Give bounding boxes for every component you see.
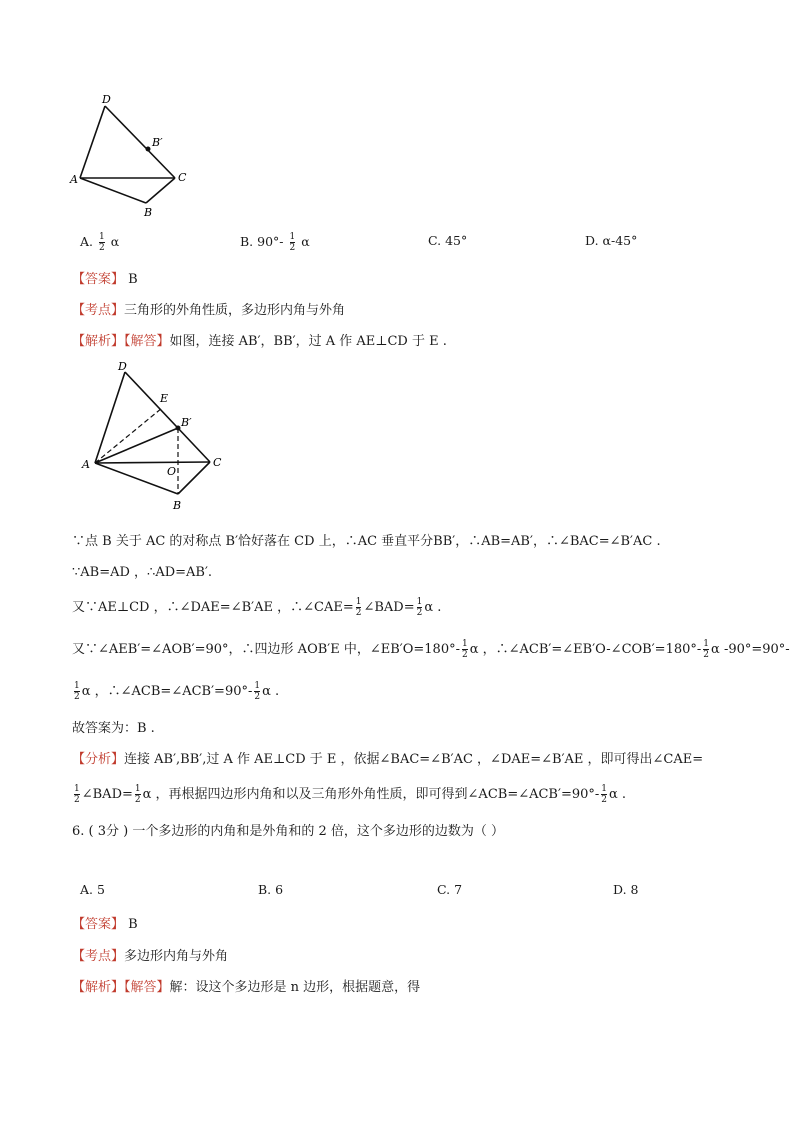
fraction-half	[601, 784, 607, 805]
q5-option-b-prefix: B. 90°-	[240, 234, 288, 249]
segment-ae-dashed	[95, 408, 162, 463]
q6-topic	[72, 945, 228, 964]
line-4-part-c: α -90°=90°-	[711, 642, 790, 657]
label-a: A	[82, 458, 90, 471]
answer-tag: 【答案】	[72, 272, 125, 287]
analysis-tag: 【分析】	[72, 752, 125, 767]
label-e: E	[160, 392, 169, 405]
figure-1-quadrilateral	[60, 88, 210, 223]
q5-option-b[interactable]	[240, 232, 310, 253]
frac-num: 1	[355, 597, 362, 607]
frac-den: 2	[289, 243, 296, 253]
figure-2-construction	[70, 358, 240, 518]
q6-option-c[interactable]: C. 7	[437, 882, 463, 897]
q6-solution	[72, 976, 420, 995]
frac-num: 1	[289, 232, 296, 242]
topic-value: 三角形的外角性质，多边形内角与外角	[124, 303, 346, 318]
q5-topic	[72, 299, 345, 318]
answer-value: B	[124, 272, 138, 287]
analysis-text: 连接 AB′,BB′,过 A 作 AE⊥CD 于 E ，依据∠BAC=∠B′AC ，∠DAE=∠B′AE ，即可得出∠CAE=	[124, 752, 704, 767]
analysis-line-2	[72, 783, 626, 805]
fraction-half	[135, 784, 141, 805]
label-a: A	[70, 173, 78, 186]
label-d: D	[118, 360, 127, 373]
frac-den: 2	[254, 692, 261, 702]
answer-tag: 【答案】	[72, 917, 125, 932]
label-b-prime: B′	[152, 136, 163, 149]
q5-solution	[72, 330, 447, 349]
line-5-part-b: α .	[262, 684, 280, 699]
topic-tag: 【考点】	[72, 303, 125, 318]
topic-value: 多边形内角与外角	[124, 949, 229, 964]
q5-option-a[interactable]	[80, 232, 119, 253]
analysis-line-1	[72, 748, 703, 767]
segment-ab-prime	[95, 428, 178, 463]
fraction-half	[99, 232, 105, 253]
frac-num: 1	[254, 681, 261, 691]
segment-da	[80, 106, 105, 178]
solution-line-6: 故答案为：B .	[72, 721, 155, 736]
segment-da	[95, 372, 125, 463]
q6-option-a[interactable]: A. 5	[80, 882, 105, 897]
fraction-half	[254, 681, 260, 702]
frac-den: 2	[703, 650, 710, 660]
q5-option-a-suffix: α	[106, 234, 120, 249]
segment-ab	[95, 463, 178, 494]
frac-den: 2	[416, 608, 423, 618]
line-3-part-c: α .	[424, 600, 442, 615]
segment-dc	[105, 106, 175, 178]
q6-stem: 6. ( 3分 ) 一个多边形的内角和是外角和的 2 倍，这个多边形的边数为（ ）	[72, 824, 505, 839]
frac-num: 1	[74, 681, 80, 691]
frac-num: 1	[703, 639, 710, 649]
label-b: B	[144, 206, 153, 219]
line-3-part-b: ∠BAD=	[363, 600, 415, 615]
q6-option-b[interactable]: B. 6	[258, 882, 284, 897]
topic-tag: 【考点】	[72, 949, 125, 964]
fraction-half	[417, 597, 423, 618]
label-o: O	[167, 465, 177, 478]
line-3-part-a: 又∵AE⊥CD ，∴∠DAE=∠B′AE ，∴∠CAE=	[72, 600, 354, 615]
point-b-prime	[176, 426, 181, 431]
frac-num: 1	[74, 784, 80, 794]
solution-tag: 【解析】【解答】	[72, 334, 170, 349]
label-d: D	[102, 93, 111, 106]
analysis-2-part-c: α .	[609, 787, 627, 802]
solution-text: 解：设这个多边形是 n 边形，根据题意，得	[169, 980, 421, 995]
frac-den: 2	[98, 243, 105, 253]
label-c: C	[178, 171, 187, 184]
solution-text: 如图，连接 AB′，BB′，过 A 作 AE⊥CD 于 E .	[169, 334, 447, 349]
frac-den: 2	[462, 650, 468, 660]
analysis-2-part-b: α ，再根据四边形内角和以及三角形外角性质，即可得到∠ACB=∠ACB′=90°-	[142, 787, 600, 802]
frac-num: 1	[601, 784, 608, 794]
solution-line-5	[72, 680, 279, 702]
frac-num: 1	[98, 232, 105, 242]
analysis-2-part-a: ∠BAD=	[81, 787, 133, 802]
fraction-half	[74, 784, 80, 805]
line-4-part-b: α ，∴∠ACB′=∠EB′O-∠COB′=180°-	[469, 642, 702, 657]
q5-answer	[72, 268, 138, 287]
segment-bc	[146, 178, 175, 203]
segment-bc	[178, 462, 210, 494]
solution-tag: 【解析】【解答】	[72, 980, 170, 995]
solution-line-4	[72, 638, 790, 660]
frac-den: 2	[134, 795, 141, 805]
q5-option-a-prefix: A.	[80, 234, 97, 249]
label-c: C	[213, 456, 222, 469]
line-4-part-a: 又∵∠AEB′=∠AOB′=90°，∴四边形 AOB′E 中，∠EB′O=180°-	[72, 642, 460, 657]
segment-ac	[95, 462, 210, 463]
point-b-prime	[146, 147, 151, 152]
fraction-half	[74, 681, 80, 702]
q5-option-d[interactable]: D. α-45°	[585, 233, 638, 248]
fraction-half	[703, 639, 709, 660]
solution-line-2: ∵AB=AD ，∴AD=AB′.	[72, 565, 213, 580]
frac-num: 1	[134, 784, 141, 794]
q5-option-c[interactable]: C. 45°	[428, 233, 468, 248]
frac-den: 2	[355, 608, 362, 618]
segment-dc	[125, 372, 210, 462]
frac-den: 2	[74, 692, 80, 702]
frac-num: 1	[416, 597, 423, 607]
label-b: B	[173, 499, 182, 512]
frac-den: 2	[601, 795, 608, 805]
label-b-prime: B′	[181, 416, 192, 429]
line-5-part-a: α ，∴∠ACB=∠ACB′=90°-	[81, 684, 253, 699]
frac-num: 1	[462, 639, 468, 649]
fraction-half	[356, 597, 362, 618]
fraction-half	[462, 639, 468, 660]
solution-line-3	[72, 596, 441, 618]
q6-answer	[72, 913, 138, 932]
fraction-half	[290, 232, 296, 253]
q5-option-b-suffix: α	[297, 234, 310, 249]
frac-den: 2	[74, 795, 80, 805]
solution-line-1: ∵点 B 关于 AC 的对称点 B′恰好落在 CD 上，∴AC 垂直平分BB′，∴AB=AB′，∴∠BAC=∠B′AC .	[72, 534, 661, 549]
q6-option-d[interactable]: D. 8	[613, 882, 639, 897]
answer-value: B	[124, 917, 138, 932]
segment-ab	[80, 178, 146, 203]
